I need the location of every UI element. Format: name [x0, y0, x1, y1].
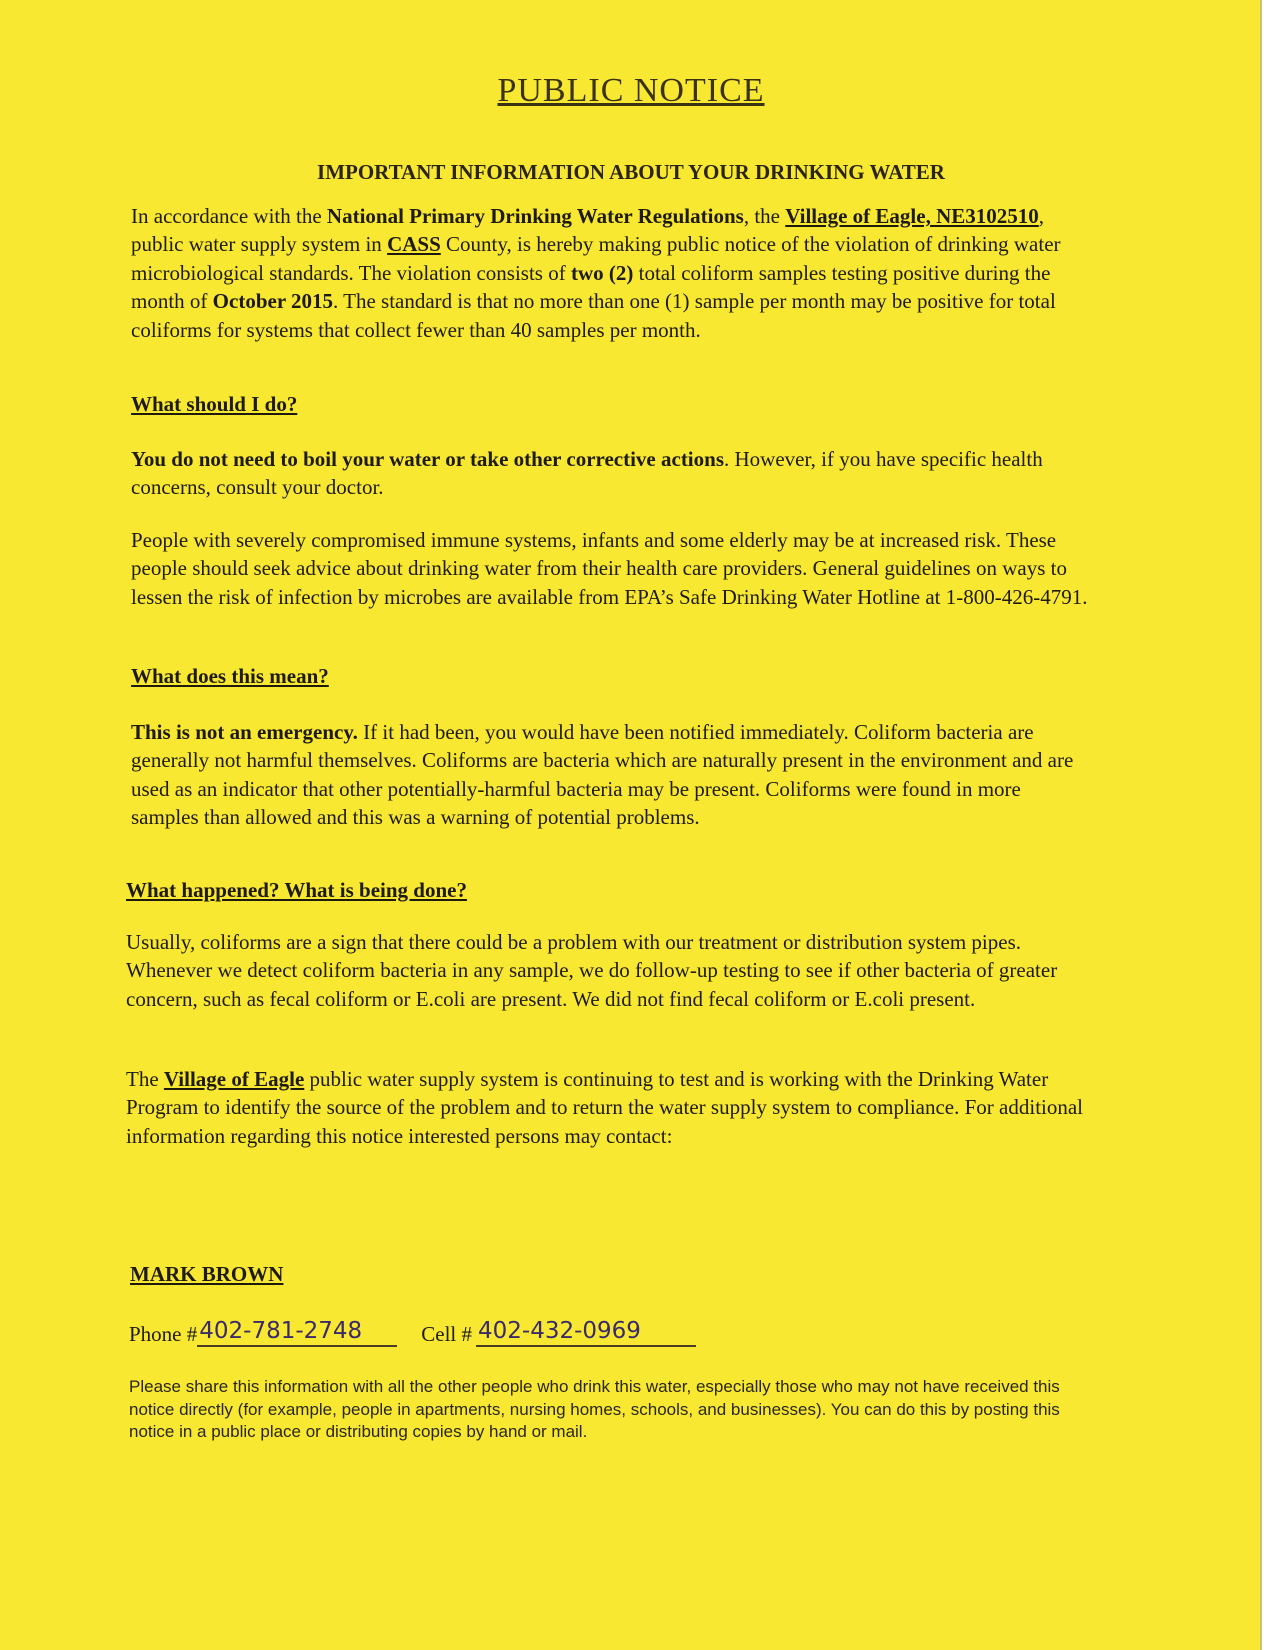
section3-paragraph-2: The Village of Eagle public water supply system is continuing to test and is working with the Drinking Water Program to identify the source of the problem and to return the water supply system to compliance. For additional information regarding this notice interested persons may contact: [126, 1067, 1084, 1148]
village-name: Village of Eagle, NE3102510 [785, 204, 1039, 228]
intro-paragraph: In accordance with the National Primary Drinking Water Regulations, the Village of Eagle, NE3102510, public water supply system in CASS County, is hereby making public notice of the violation of drinking water microbiological standards. The violation consists of two (2) total coliform samples testing positive during the month of October 2015. The standard is that no more than one (1) sample per month may be positive for total coliforms for systems that collect fewer than 40 samples per month. [131, 204, 1061, 342]
section1-paragraph-2: People with severely compromised immune systems, infants and some elderly may be at increased risk. These people should seek advice about drinking water from their health care providers. General guidelines on ways to lessen the risk of infection by microbes are available from EPA’s Safe Drinking Water Hotline at 1-800-426-4791. [131, 528, 1088, 609]
section1-paragraph: You do not need to boil your water or take other corrective actions. However, if you have specific health concerns, consult your doctor. [131, 447, 1043, 500]
contact-phones: Phone # 402-781-2748 Cell # 402-432-0969 [129, 1318, 696, 1347]
section2-paragraph: This is not an emergency. If it had been, you would have been notified immediately. Coliform bacteria are generally not harmful themselves. Coliforms are bacteria which are naturally present in the environment and are used as an indicator that other potentially-harmful bacteria may be present. Coliforms were found in more samples than allowed and this was a warning of potential problems. [131, 720, 1074, 830]
contact-name: MARK BROWN [130, 1262, 284, 1286]
county-name: CASS [387, 232, 441, 257]
subtitle: IMPORTANT INFORMATION ABOUT YOUR DRINKING WATER [317, 160, 945, 184]
footer-note: Please share this information with all the other people who drink this water, especially those who may not have received this notice directly (for example, people in apartments, nursing homes, schools, and businesses). You can do this by posting this notice in a public place or distributing copies by hand or mail. [129, 1377, 1060, 1442]
phone-number: 402-781-2748 [197, 1318, 397, 1347]
heading-what-does-this-mean: What does this mean? [131, 664, 329, 688]
page-title: PUBLIC NOTICE [497, 72, 765, 109]
section3-paragraph: Usually, coliforms are a sign that there could be a problem with our treatment or distribution system pipes. Whenever we detect coliform bacteria in any sample, we do follow-up testing to see if other bacteria of greater concern, such as fecal coliform or E.coli are present. We did not find fecal coliform or E.coli present. [126, 930, 1058, 1011]
heading-what-happened: What happened? What is being done? [126, 878, 467, 902]
cell-number: 402-432-0969 [476, 1318, 696, 1347]
heading-what-should-i-do: What should I do? [131, 392, 298, 416]
